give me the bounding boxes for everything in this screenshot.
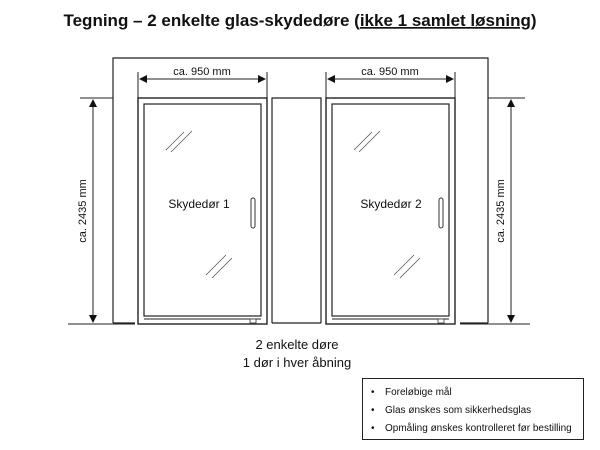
drawing-title bbox=[63, 11, 536, 30]
bullet-icon: • bbox=[371, 423, 375, 434]
note-text: Glas ønskes som sikkerhedsglas bbox=[385, 405, 532, 416]
door-1 bbox=[138, 98, 267, 324]
caption-line-1: 2 enkelte døre bbox=[255, 337, 339, 352]
title-suffix: ) bbox=[530, 11, 537, 30]
height-label-left: ca. 2435 mm bbox=[77, 179, 89, 243]
door-frame bbox=[326, 98, 455, 324]
bullet-icon: • bbox=[371, 405, 375, 416]
width-label-1: ca. 950 mm bbox=[173, 66, 231, 78]
notes-box bbox=[362, 378, 584, 440]
notes-list bbox=[371, 384, 577, 438]
door-frame bbox=[138, 98, 267, 324]
note-text: Foreløbige mål bbox=[385, 387, 452, 398]
door-label: Skydedør 2 bbox=[360, 197, 422, 211]
bullet-icon: • bbox=[371, 387, 375, 398]
door-lock bbox=[250, 319, 256, 323]
note-item bbox=[371, 402, 577, 420]
note-text: Opmåling ønskes kontrolleret før bestilling bbox=[385, 423, 572, 434]
title-prefix: Tegning – 2 enkelte glas-skydedøre ( bbox=[63, 11, 360, 30]
title-underlined: ikke 1 samlet løsning bbox=[359, 11, 531, 30]
caption-line-2: 1 dør i hver åbning bbox=[242, 355, 352, 370]
height-label-right: ca. 2435 mm bbox=[495, 179, 507, 243]
door-handle bbox=[251, 198, 255, 228]
door-handle bbox=[439, 198, 443, 228]
note-item bbox=[371, 384, 577, 402]
width-label-2: ca. 950 mm bbox=[361, 66, 419, 78]
door-label: Skydedør 1 bbox=[168, 197, 230, 211]
door-lock bbox=[438, 319, 444, 323]
door-2 bbox=[326, 98, 455, 324]
note-item bbox=[371, 420, 577, 438]
